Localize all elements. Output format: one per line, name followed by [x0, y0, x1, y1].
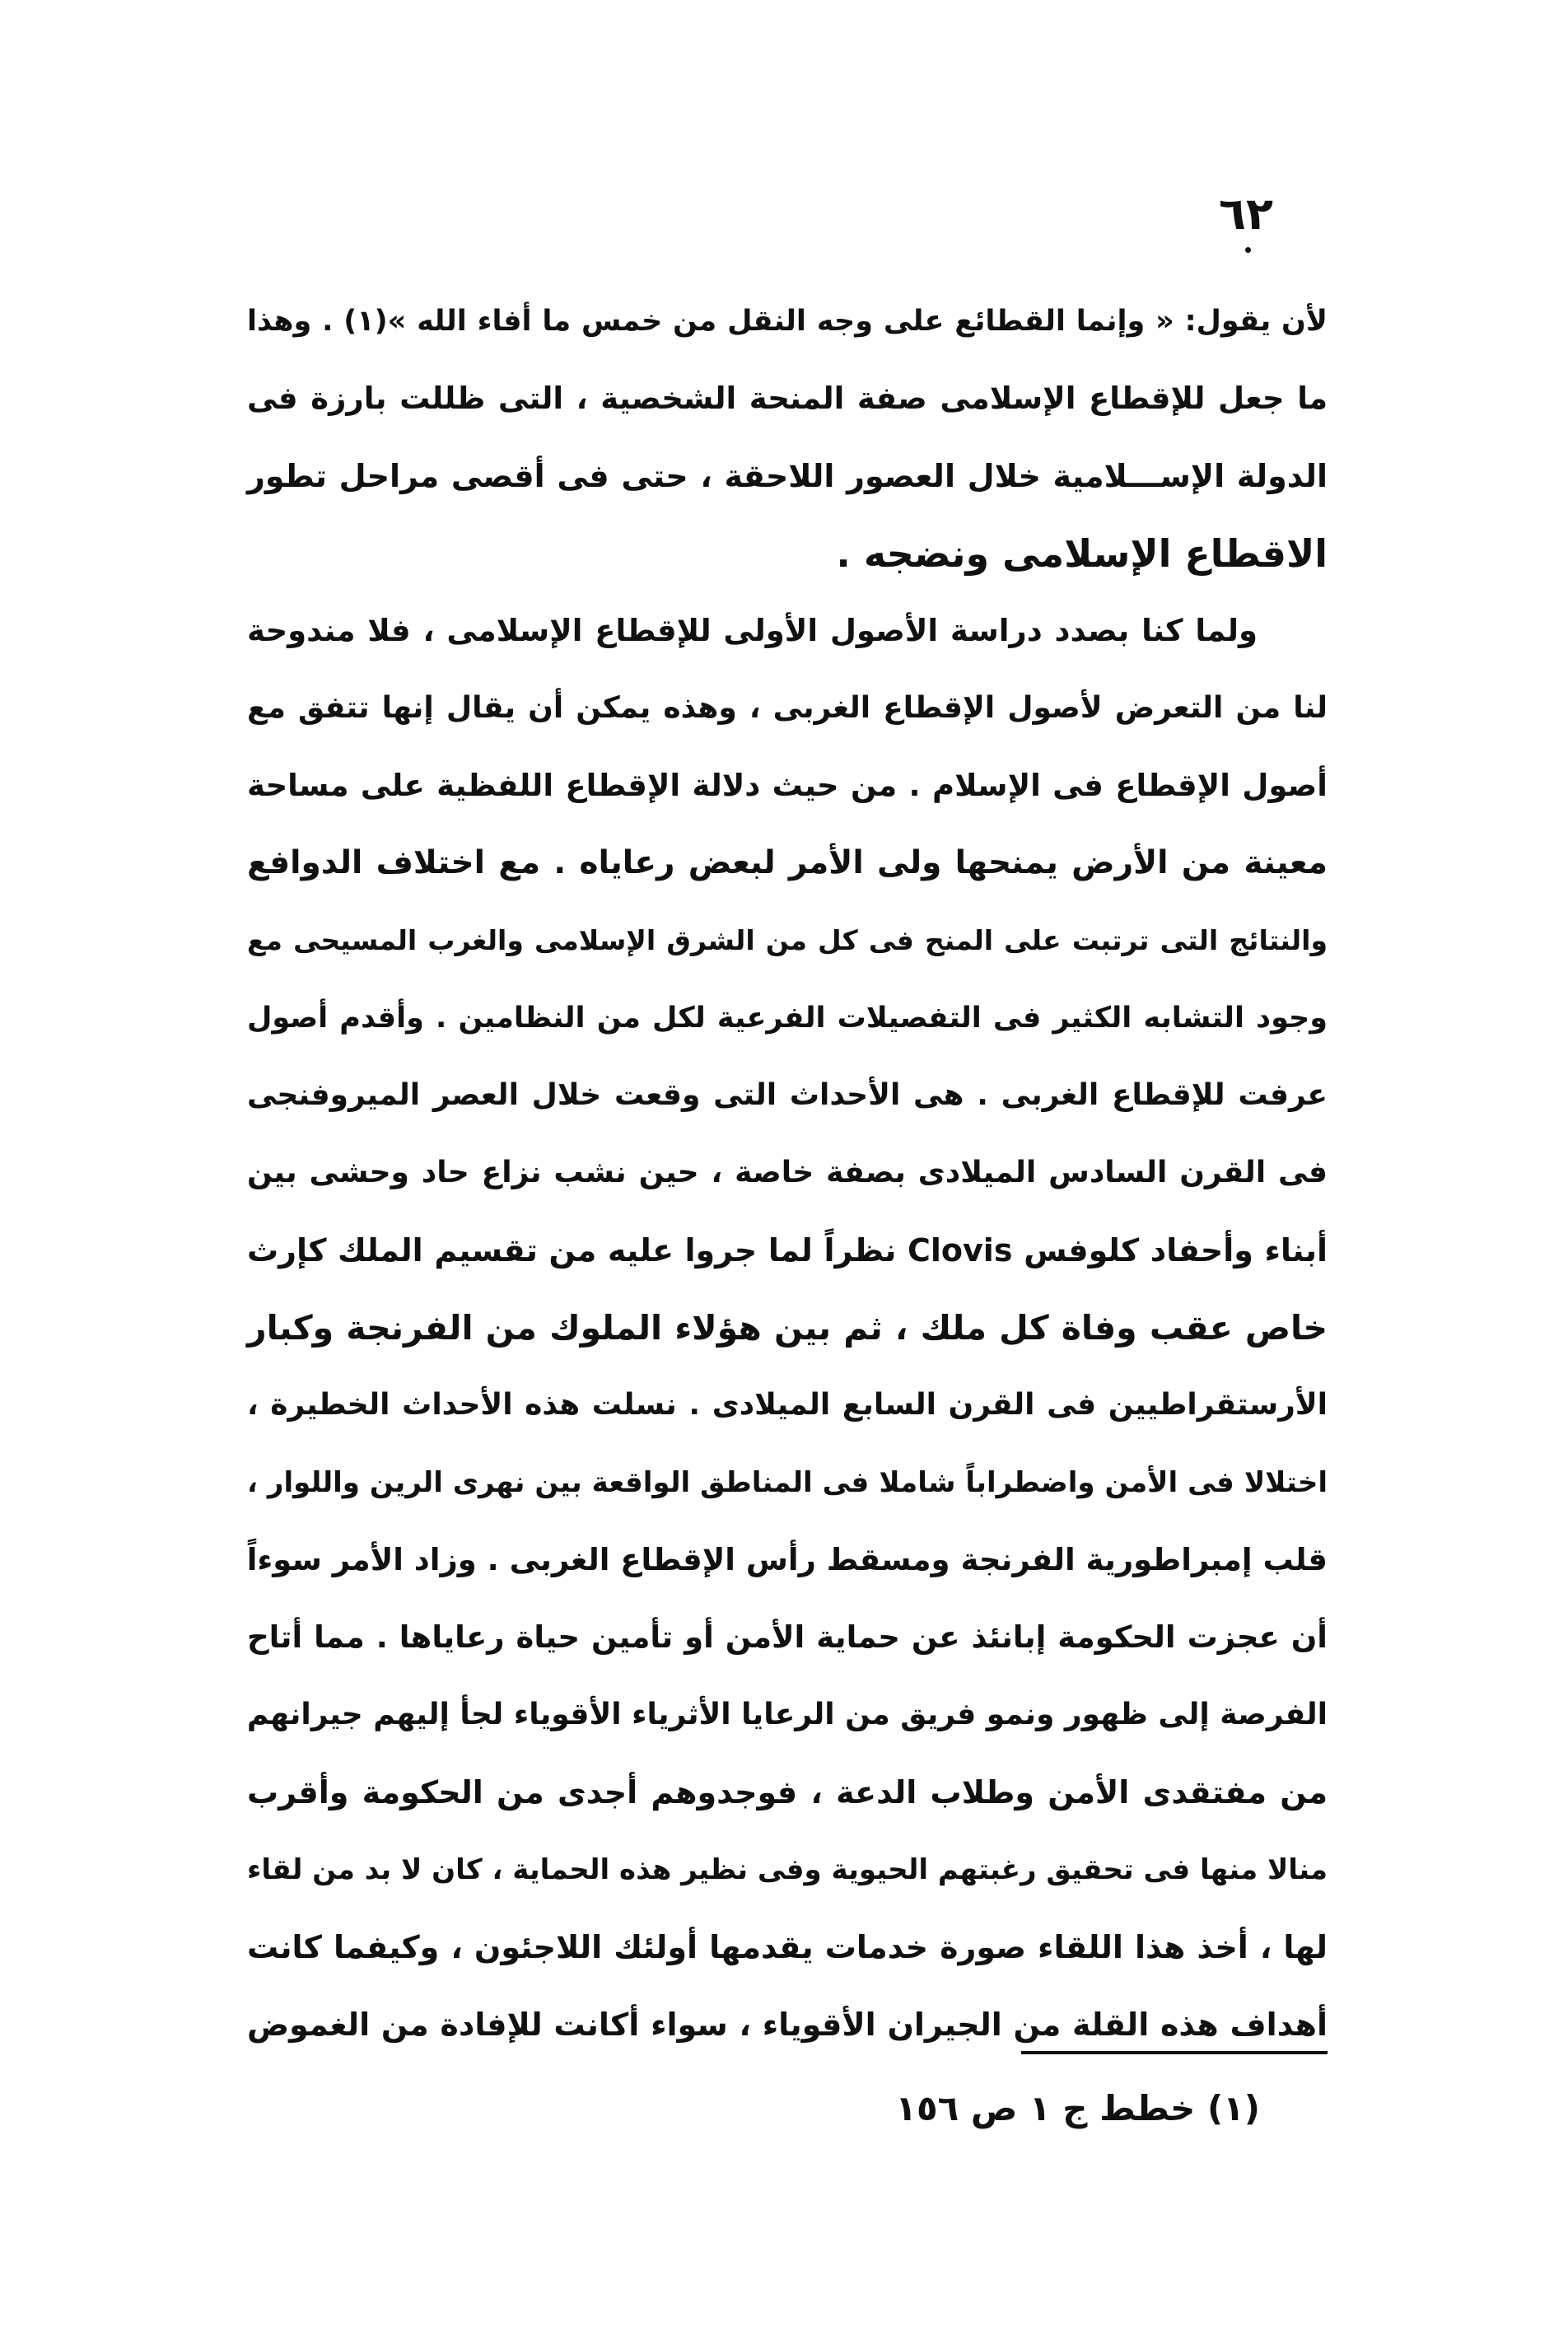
text-line: لأن يقول: « وإنما القطائع على وجه النقل من خمس ما أفاء الله »(١) . وهذا — [247, 305, 1328, 338]
text-line: فى القرن السادس الميلادى بصفة خاصة ، حين نشب نزاع حاد وحشى بين — [247, 1156, 1328, 1189]
text-line: لها ، أخذ هذا اللقاء صورة خدمات يقدمها أولئك اللاجئون ، وكيفما كانت — [247, 1929, 1328, 1965]
text-line: من مفتقدى الأمن وطلاب الدعة ، فوجدوهم أجدى من الحكومة وأقرب — [247, 1774, 1328, 1810]
text-line: الدولة الإســـلامية خلال العصور اللاحقة ، حتى فى أقصى مراحل تطور — [247, 458, 1328, 494]
text-line: لنا من التعرض لأصول الإقطاع الغربى ، وهذه يمكن أن يقال إنها تتفق مع — [247, 691, 1328, 725]
text-line: أن عجزت الحكومة إبانئذ عن حماية الأمن أو تأمين حياة رعاياها . مما أتاح — [247, 1619, 1328, 1655]
footnote-divider — [1021, 2051, 1328, 2054]
body-text — [247, 283, 1328, 2063]
text-line: خاص عقب وفاة كل ملك ، ثم بين هؤلاء الملوك من الفرنجة وكبار — [247, 1308, 1328, 1348]
text-line: ما جعل للإقطاع الإسلامى صفة المنحة الشخصية ، التى ظللت بارزة فى — [247, 381, 1328, 416]
text-line: قلب إمبراطورية الفرنجة ومسقط رأس الإقطاع الغربى . وزاد الأمر سوءاً — [246, 1542, 1328, 1577]
text-line: أبناء وأحفاد كلوفس Clovis نظراً لما جروا عليه من تقسيم الملك كإرث — [247, 1232, 1328, 1268]
text-line: الأرستقراطيين فى القرن السابع الميلادى . نسلت هذه الأحداث الخطيرة ، — [247, 1388, 1328, 1422]
text-line: منالا منها فى تحقيق رغبتهم الحيوية وفى نظير هذه الحماية ، كان لا بد من لقاء — [247, 1853, 1328, 1886]
text-line: أهداف هذه القلة من الجيران الأقوياء ، سواء أكانت للإفادة من الغموض — [247, 2007, 1328, 2043]
page-number: ٦٢ — [1219, 188, 1273, 240]
text-line: اختلالا فى الأمن واضطراباً شاملا فى المناطق الواقعة بين نهرى الرين واللوار ، — [247, 1466, 1328, 1499]
text-line: الاقطاع الإسلامى ونضجه . — [836, 531, 1328, 576]
text-line: عرفت للإقطاع الغربى . هى الأحداث التى وقعت خلال العصر الميروفنجى — [247, 1078, 1328, 1112]
text-line: ولما كنا بصدد دراسة الأصول الأولى للإقطاع الإسلامى ، فلا مندوحة — [247, 613, 1258, 648]
text-line: الفرصة إلى ظهور ونمو فريق من الرعايا الأثرياء الأقوياء لجأ إليهم جيرانهم — [246, 1698, 1328, 1731]
footnote: (١) خطط ج ١ ص ١٥٦ — [895, 2088, 1260, 2128]
text-line: وجود التشابه الكثير فى التفصيلات الفرعية لكل من النظامين . وأقدم أصول — [247, 1002, 1328, 1035]
page-number-dot — [1245, 247, 1251, 253]
text-line: والنتائج التى ترتبت على المنح فى كل من الشرق الإسلامى والغرب المسيحى مع — [247, 924, 1328, 956]
text-line: أصول الإقطاع فى الإسلام . من حيث دلالة الإقطاع اللفظية على مساحة — [247, 768, 1328, 803]
text-line: معينة من الأرض يمنحها ولى الأمر لبعض رعاياه . مع اختلاف الدوافع — [247, 844, 1328, 881]
